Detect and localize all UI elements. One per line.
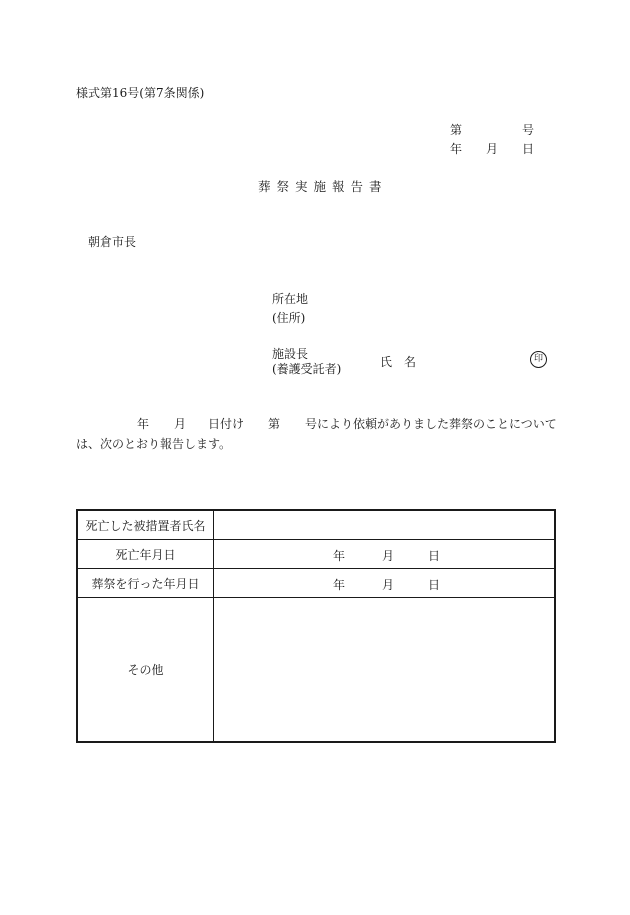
table-row <box>77 569 555 598</box>
date-day: 日 <box>522 142 535 156</box>
deceased-name-label: 死亡した被措置者氏名 <box>77 510 214 540</box>
other-label: その他 <box>77 598 214 743</box>
funeral-date-day: 日 <box>428 578 441 592</box>
body-rest: 号により依頼がありました葬祭のことについて <box>305 417 557 431</box>
date-year: 年 <box>450 142 463 156</box>
location-sub: (住所) <box>272 311 306 325</box>
document-title: 葬祭実施報告書 <box>258 179 388 194</box>
body-dai: 第 <box>268 417 281 431</box>
deceased-name-field[interactable] <box>214 510 556 540</box>
body-year: 年 <box>137 417 150 431</box>
location-label: 所在地 <box>272 292 309 306</box>
funeral-date-month: 月 <box>382 578 395 592</box>
table-row <box>77 598 555 743</box>
seal-mark: 印 <box>530 351 547 368</box>
ref-gou: 号 <box>522 123 535 137</box>
form-number: 様式第16号(第7条関係) <box>76 86 205 100</box>
death-date-month: 月 <box>382 549 395 563</box>
body-line2: は、次のとおり報告します。 <box>76 437 232 451</box>
ref-dai: 第 <box>450 123 463 137</box>
body-month: 月 <box>174 417 187 431</box>
director-label: 施設長 <box>272 347 309 361</box>
director-sub: (養護受託者) <box>272 362 342 376</box>
body-dated: 日付け <box>208 417 245 431</box>
table-row <box>77 540 555 569</box>
other-field[interactable] <box>214 598 556 743</box>
addressee: 朝倉市長 <box>88 235 137 249</box>
funeral-date-year: 年 <box>333 578 346 592</box>
funeral-date-field[interactable] <box>214 569 556 598</box>
date-month: 月 <box>486 142 499 156</box>
death-date-label: 死亡年月日 <box>77 540 214 569</box>
death-date-day: 日 <box>428 549 441 563</box>
table-row <box>77 510 555 540</box>
name-label: 氏 名 <box>380 355 417 369</box>
report-table <box>76 509 556 743</box>
funeral-date-label: 葬祭を行った年月日 <box>77 569 214 598</box>
death-date-year: 年 <box>333 549 346 563</box>
death-date-field[interactable] <box>214 540 556 569</box>
